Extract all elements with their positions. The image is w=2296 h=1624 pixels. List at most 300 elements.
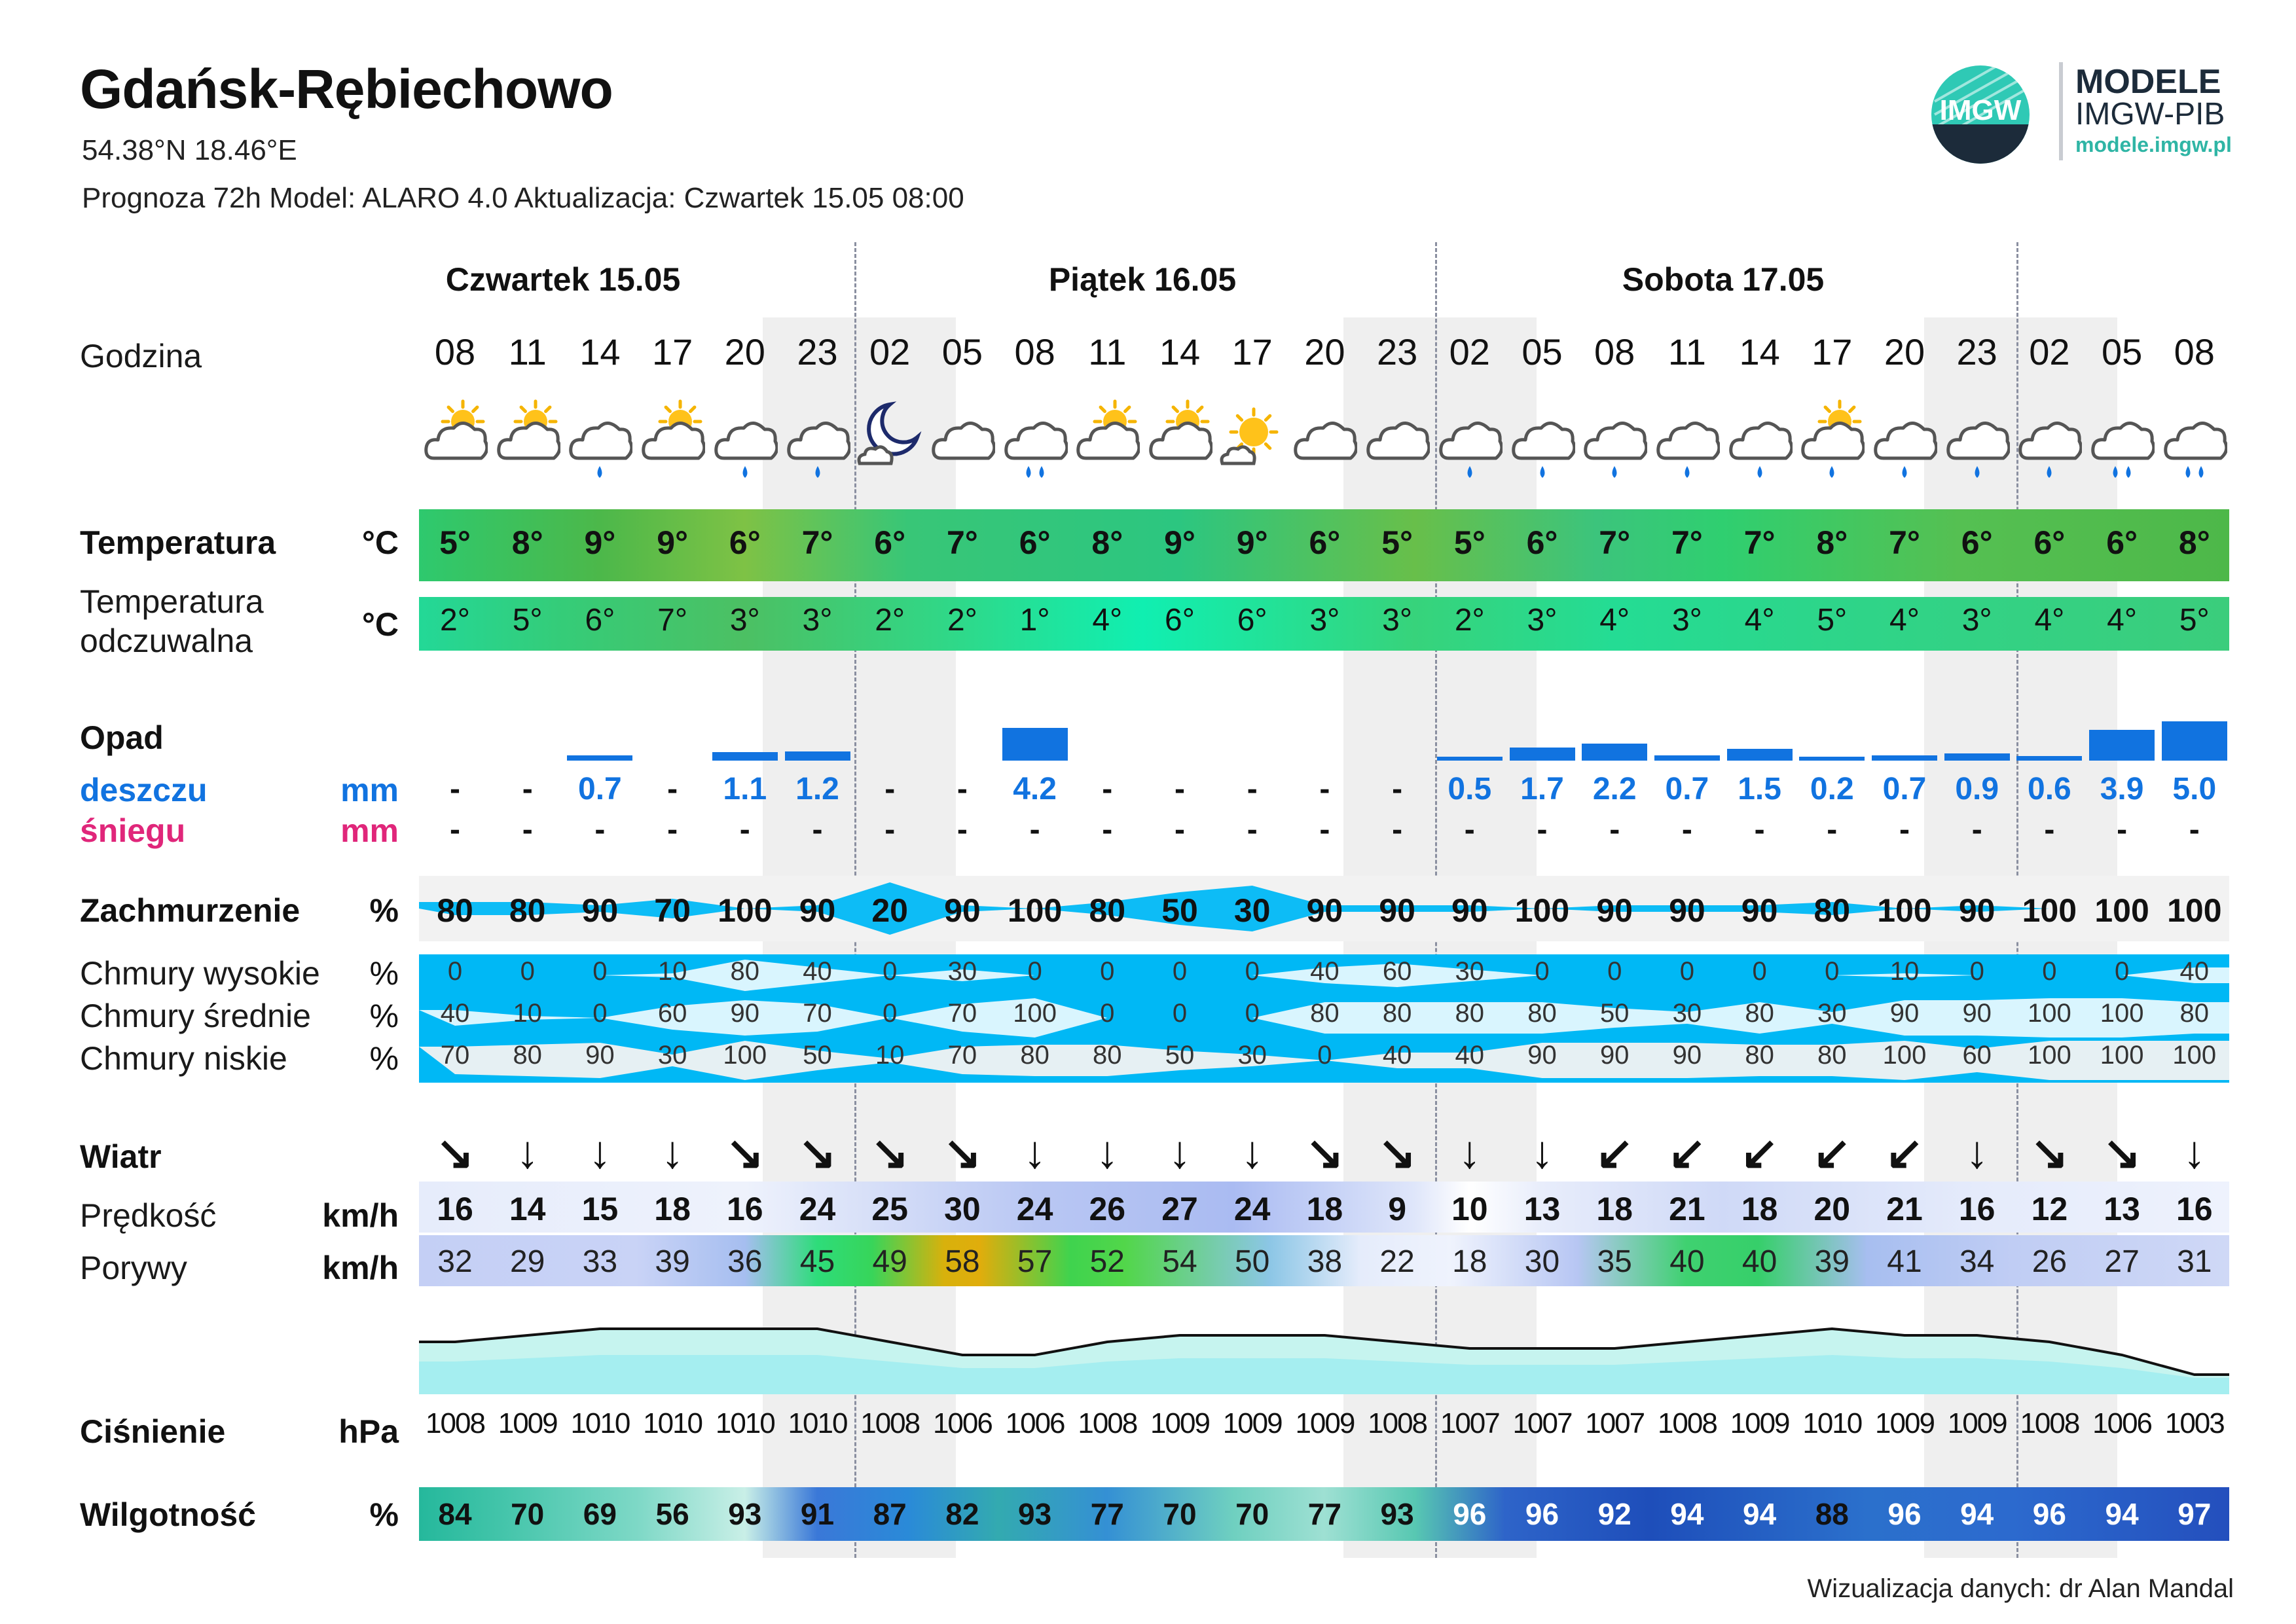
weather-rain-icon: [1654, 398, 1720, 477]
logo-line1: MODELE: [2075, 63, 2221, 101]
cloud-high-value: 30: [947, 957, 977, 986]
cloud-mid-value: 0: [883, 999, 898, 1028]
cloud-low-value: 100: [2100, 1041, 2144, 1070]
cloud-low-value: 100: [2172, 1041, 2217, 1070]
pressure-value: 1009: [1150, 1407, 1209, 1439]
cloud-mid-value: 100: [2028, 999, 2071, 1028]
humidity-value: 87: [873, 1497, 907, 1531]
wind-direction-arrow: ↓: [516, 1127, 539, 1178]
cloud-low-value: 80: [1020, 1041, 1049, 1070]
wind-direction-arrow: ↘: [435, 1127, 475, 1178]
temperature-value: 6°: [2106, 524, 2138, 561]
wind-speed-value: 16: [2176, 1191, 2213, 1227]
temperature-value: 5°: [1453, 524, 1485, 561]
temperature-value: 6°: [2033, 524, 2066, 561]
cloud-high-value: 0: [1172, 957, 1188, 986]
temperature-value: 8°: [1091, 524, 1123, 561]
rain-value: -: [1175, 772, 1185, 806]
temperature-value: 6°: [1961, 524, 1993, 561]
label-temperature: Temperatura: [80, 524, 276, 561]
cloud-high-value: 0: [447, 957, 463, 986]
wind-direction-arrow: ↓: [1458, 1127, 1482, 1178]
cloud-total-value: 30: [1233, 892, 1271, 929]
unit-cloud-low: %: [369, 1040, 399, 1077]
precip-bar: [712, 752, 778, 761]
temperature-value: 6°: [874, 524, 906, 561]
feels-like-value: 7°: [657, 603, 688, 638]
rain-value: 0.7: [1882, 772, 1927, 806]
unit-temperature: °C: [361, 524, 399, 561]
pressure-value: 1010: [1802, 1407, 1862, 1439]
weather-pcrain-icon: [1799, 398, 1865, 477]
logo-url: modele.imgw.pl: [2075, 133, 2232, 156]
hour-label: 05: [1522, 331, 1563, 372]
cloud-low-value: 90: [1527, 1041, 1557, 1070]
rain-value: 2.2: [1592, 772, 1637, 806]
wind-direction-arrow: ↘: [943, 1127, 982, 1178]
feels-like-value: 3°: [1309, 603, 1340, 638]
hour-label: 17: [651, 331, 693, 372]
pressure-value: 1008: [2020, 1407, 2079, 1439]
hour-label: 02: [1449, 331, 1490, 372]
humidity-value: 94: [2105, 1497, 2139, 1531]
cloud-low-value: 100: [2028, 1041, 2071, 1070]
label-wind: Wiatr: [80, 1138, 162, 1175]
hour-label: 20: [724, 331, 765, 372]
gust-value: 26: [2032, 1244, 2068, 1279]
pressure-value: 1006: [932, 1407, 992, 1439]
snow-value: -: [1899, 812, 1910, 847]
unit-cloud-high: %: [369, 955, 399, 992]
feels-like-value: 2°: [947, 603, 977, 638]
cloud-low-value: 100: [723, 1041, 767, 1070]
wind-speed-value: 24: [1233, 1191, 1271, 1227]
snow-value: -: [957, 812, 968, 847]
cloud-high-value: 0: [1969, 957, 1984, 986]
cloud-low-value: 30: [1237, 1041, 1267, 1070]
gust-value: 32: [437, 1244, 473, 1279]
coordinates: 54.38°N 18.46°E: [82, 134, 297, 166]
snow-value: -: [2044, 812, 2055, 847]
cloud-high-value: 0: [1607, 957, 1622, 986]
temperature-value: 6°: [1526, 524, 1558, 561]
wind-direction-arrow: ↓: [2183, 1127, 2206, 1178]
humidity-value: 77: [1090, 1497, 1124, 1531]
cloud-total-value: 100: [2022, 892, 2077, 929]
hour-label: 05: [941, 331, 983, 372]
weather-rain2-icon: [2089, 398, 2155, 477]
snow-value: -: [739, 812, 750, 847]
humidity-value: 70: [1235, 1497, 1269, 1531]
temperature-value: 7°: [1599, 524, 1631, 561]
label-hour: Godzina: [80, 338, 202, 374]
feels-like-value: 5°: [2179, 603, 2210, 638]
hour-label: 08: [2174, 331, 2215, 372]
pressure-value: 1010: [643, 1407, 702, 1439]
gust-value: 50: [1234, 1244, 1270, 1279]
cloud-low-value: 40: [1455, 1041, 1485, 1070]
weather-rain-icon: [712, 398, 778, 477]
wind-speed-value: 18: [1306, 1191, 1343, 1227]
hour-label: 11: [1088, 331, 1127, 372]
gust-value: 18: [1452, 1244, 1487, 1279]
gust-value: 52: [1089, 1244, 1125, 1279]
cloud-high-value: 30: [1455, 957, 1485, 986]
humidity-value: 96: [1453, 1497, 1487, 1531]
wind-direction-arrow: ↓: [1168, 1127, 1192, 1178]
cloud-total-value: 80: [509, 892, 546, 929]
temperature-value: 9°: [584, 524, 616, 561]
precip-bar: [2162, 721, 2227, 761]
feels-like-value: 6°: [1165, 603, 1195, 638]
weather-pc-icon: [1074, 398, 1140, 477]
cloud-mid-value: 0: [1172, 999, 1188, 1028]
cloud-high-value: 0: [1027, 957, 1042, 986]
precip-bar: [1727, 749, 1793, 761]
feels-like-value: 4°: [1889, 603, 1920, 638]
rain-value: 1.5: [1738, 772, 1781, 806]
gust-value: 58: [945, 1244, 980, 1279]
temperature-value: 7°: [1743, 524, 1776, 561]
feels-like-value: 3°: [1382, 603, 1413, 638]
label-rain: deszczu: [80, 772, 208, 808]
cloud-mid-value: 10: [513, 999, 542, 1028]
snow-value: -: [1029, 812, 1040, 847]
hour-label: 02: [869, 331, 911, 372]
rain-value: -: [1247, 772, 1258, 806]
cloud-high-value: 0: [520, 957, 535, 986]
cloud-mid-value: 90: [1962, 999, 1992, 1028]
rain-value: -: [1392, 772, 1403, 806]
rain-value: 0.5: [1448, 772, 1492, 806]
hour-label: 14: [1739, 331, 1780, 372]
weather-cloud-icon: [930, 398, 995, 477]
label-snow: śniegu: [80, 812, 186, 849]
cloud-mid-value: 80: [1745, 999, 1774, 1028]
weather-cloud-icon: [1292, 398, 1357, 477]
pressure-value: 1008: [1368, 1407, 1427, 1439]
rain-value: 0.9: [1955, 772, 1999, 806]
snow-value: -: [1971, 812, 1982, 847]
humidity-value: 93: [1018, 1497, 1052, 1531]
feels-like-value: 6°: [1237, 603, 1267, 638]
wind-speed-value: 18: [1741, 1191, 1778, 1227]
feels-like-value: 3°: [1961, 603, 1992, 638]
humidity-value: 94: [1670, 1497, 1704, 1531]
wind-direction-arrow: ↘: [2030, 1127, 2069, 1178]
wind-speed-value: 30: [944, 1191, 981, 1227]
wind-speed-value: 14: [509, 1191, 546, 1227]
weather-rain2-icon: [2162, 398, 2227, 477]
rain-value: 4.2: [1013, 772, 1057, 806]
gust-value: 36: [727, 1244, 763, 1279]
cloud-high-value: 0: [1679, 957, 1695, 986]
wind-speed-value: 13: [2104, 1191, 2140, 1227]
gust-value: 33: [582, 1244, 618, 1279]
rain-value: 0.7: [578, 772, 622, 806]
snow-value: -: [522, 812, 533, 847]
humidity-value: 91: [800, 1497, 835, 1531]
temperature-value: 8°: [1816, 524, 1848, 561]
cloud-total-value: 20: [871, 892, 908, 929]
pressure-value: 1007: [1512, 1407, 1572, 1439]
precip-bar: [1654, 755, 1720, 761]
cloud-low-value: 50: [1165, 1041, 1195, 1070]
cloud-total-value: 80: [1813, 892, 1851, 929]
gust-value: 38: [1307, 1244, 1343, 1279]
wind-direction-arrow: ↙: [1740, 1127, 1779, 1178]
pressure-value: 1009: [1947, 1407, 2007, 1439]
precip-bar: [2016, 756, 2082, 761]
gust-value: 39: [655, 1244, 690, 1279]
cloud-high-value: 40: [2179, 957, 2210, 986]
cloud-mid-value: 80: [2179, 999, 2210, 1028]
gust-value: 45: [799, 1244, 835, 1279]
label-feels-2: odczuwalna: [80, 623, 253, 659]
label-gusts: Porywy: [80, 1250, 187, 1286]
gust-value: 31: [2177, 1244, 2212, 1279]
wind-direction-arrow: ↘: [870, 1127, 909, 1178]
hour-label: 17: [1812, 331, 1853, 372]
unit-gusts: km/h: [322, 1250, 399, 1286]
temperature-value: 7°: [1889, 524, 1920, 561]
day-header-2: Piątek 16.05: [1048, 261, 1237, 298]
unit-snow: mm: [340, 812, 399, 849]
cloud-mid-value: 80: [1382, 999, 1412, 1028]
rain-value: -: [522, 772, 533, 806]
wind-direction-arrow: ↙: [1667, 1127, 1707, 1178]
precip-bar: [785, 751, 850, 761]
pressure-value: 1009: [1222, 1407, 1282, 1439]
wind-speed-value: 16: [726, 1191, 763, 1227]
wind-speed-value: 26: [1089, 1191, 1126, 1227]
wind-direction-arrow: ↓: [1023, 1127, 1047, 1178]
cloud-mid-value: 80: [1310, 999, 1339, 1028]
hour-label: 23: [797, 331, 838, 372]
wind-direction-arrow: ↓: [588, 1127, 611, 1178]
humidity-value: 77: [1307, 1497, 1341, 1531]
humidity-value: 96: [1525, 1497, 1559, 1531]
weather-pc-icon: [640, 398, 705, 477]
hour-label: 14: [579, 331, 621, 372]
cloud-mid-value: 40: [440, 999, 470, 1028]
cloud-total-value: 80: [437, 892, 473, 929]
snow-value: -: [1681, 812, 1692, 847]
cloud-total-value: 100: [718, 892, 773, 929]
cloud-total-value: 90: [1669, 892, 1705, 929]
temperature-value: 9°: [1236, 524, 1268, 561]
snow-value: -: [1102, 812, 1113, 847]
hour-label: 11: [508, 331, 547, 372]
feels-like-value: 5°: [1817, 603, 1848, 638]
cloud-total-value: 90: [1451, 892, 1488, 929]
unit-cloud: %: [369, 892, 399, 929]
snow-value: -: [1392, 812, 1403, 847]
humidity-value: 69: [583, 1497, 617, 1531]
label-pressure: Ciśnienie: [80, 1413, 226, 1450]
weather-rain-icon: [567, 398, 632, 477]
hour-label: 08: [1014, 331, 1055, 372]
gust-value: 39: [1814, 1244, 1850, 1279]
wind-speed-value: 18: [654, 1191, 691, 1227]
cloud-low-value: 100: [1882, 1041, 1927, 1070]
unit-feels: °C: [361, 606, 399, 643]
precip-bar: [1582, 744, 1647, 761]
label-cloud-mid: Chmury średnie: [80, 998, 311, 1034]
temperature-value: 5°: [439, 524, 471, 561]
humidity-value: 92: [1597, 1497, 1631, 1531]
pressure-value: 1010: [570, 1407, 630, 1439]
wind-direction-arrow: ↘: [798, 1127, 837, 1178]
cloud-mid-value: 70: [947, 999, 977, 1028]
cloud-mid-value: 0: [592, 999, 608, 1028]
wind-direction-arrow: ↘: [2102, 1127, 2141, 1178]
snow-value: -: [1754, 812, 1765, 847]
rain-value: 3.9: [2100, 772, 2144, 806]
wind-direction-arrow: ↙: [1885, 1127, 1924, 1178]
wind-speed-value: 12: [2031, 1191, 2068, 1227]
label-cloud: Zachmurzenie: [80, 892, 301, 929]
forecast-info: Prognoza 72h Model: ALARO 4.0 Aktualizacja: Czwartek 15.05 08:00: [82, 182, 964, 214]
hour-label: 20: [1304, 331, 1345, 372]
cloud-mid-value: 60: [657, 999, 687, 1028]
cloud-total-value: 100: [2094, 892, 2149, 929]
weather-moon-icon: [857, 398, 922, 477]
pressure-value: 1007: [1585, 1407, 1645, 1439]
cloud-total-value: 100: [2167, 892, 2222, 929]
weather-pc-icon: [422, 398, 488, 477]
cloud-high-value: 10: [657, 957, 687, 986]
cloud-low-value: 90: [1599, 1041, 1630, 1070]
snow-value: -: [1464, 812, 1475, 847]
unit-pressure: hPa: [338, 1413, 399, 1450]
weather-cloud-icon: [1364, 398, 1430, 477]
wind-direction-arrow: ↙: [1595, 1127, 1634, 1178]
weather-pc-icon: [495, 398, 560, 477]
footer-credit: Wizualizacja danych: dr Alan Mandal: [1807, 1574, 2234, 1603]
cloud-mid-value: 90: [730, 999, 760, 1028]
feels-like-value: 2°: [440, 603, 470, 638]
wind-direction-arrow: ↓: [661, 1127, 684, 1178]
unit-rain: mm: [340, 772, 399, 808]
temperature-value: 7°: [801, 524, 833, 561]
pressure-value: 1008: [1078, 1407, 1137, 1439]
cloud-high-value: 0: [1825, 957, 1840, 986]
gust-value: 40: [1669, 1244, 1705, 1279]
wind-speed-value: 27: [1161, 1191, 1198, 1227]
rain-value: 1.1: [723, 772, 767, 806]
gust-value: 29: [509, 1244, 545, 1279]
label-humidity: Wilgotność: [80, 1496, 256, 1533]
unit-cloud-mid: %: [369, 998, 399, 1034]
temperature-value: 6°: [1309, 524, 1341, 561]
cloud-low-value: 80: [1093, 1041, 1122, 1070]
hour-label: 23: [1376, 331, 1418, 372]
pressure-value: 1008: [426, 1407, 484, 1439]
cloud-low-value: 0: [1317, 1041, 1332, 1070]
hour-label: 11: [1667, 331, 1706, 372]
hour-label: 23: [1956, 331, 1997, 372]
feels-like-value: 6°: [585, 603, 615, 638]
humidity-value: 93: [1380, 1497, 1414, 1531]
cloud-low-value: 10: [875, 1041, 905, 1070]
hour-label: 08: [434, 331, 476, 372]
location-title: Gdańsk-Rębiechowo: [80, 58, 613, 120]
cloud-low-value: 40: [1382, 1041, 1412, 1070]
pressure-value: 1008: [1657, 1407, 1717, 1439]
gust-value: 57: [1017, 1244, 1053, 1279]
gust-value: 27: [2104, 1244, 2140, 1279]
cloud-total-value: 90: [1379, 892, 1415, 929]
cloud-mid-value: 80: [1455, 999, 1485, 1028]
snow-value: -: [667, 812, 678, 847]
precip-bar: [1510, 748, 1575, 761]
cloud-total-value: 90: [1596, 892, 1633, 929]
feels-like-value: 3°: [1671, 603, 1702, 638]
wind-speed-value: 24: [1016, 1191, 1053, 1227]
snow-value: -: [1319, 812, 1330, 847]
feels-like-value: 5°: [512, 603, 543, 638]
wind-speed-value: 21: [1669, 1191, 1705, 1227]
cloud-high-value: 0: [2114, 957, 2130, 986]
humidity-value: 56: [655, 1497, 689, 1531]
temperature-value: 7°: [946, 524, 978, 561]
precip-bar: [1944, 753, 2010, 761]
snow-value: -: [1537, 812, 1548, 847]
pressure-value: 1006: [2092, 1407, 2152, 1439]
humidity-value: 97: [2178, 1497, 2212, 1531]
wind-direction-arrow: ↘: [1305, 1127, 1344, 1178]
label-precip: Opad: [80, 719, 164, 756]
pressure-value: 1007: [1440, 1407, 1499, 1439]
humidity-value: 70: [1163, 1497, 1197, 1531]
snow-value: -: [884, 812, 896, 847]
cloud-total-value: 100: [1514, 892, 1570, 929]
imgw-logo[interactable]: [1928, 62, 2242, 160]
wind-speed-value: 16: [437, 1191, 473, 1227]
rain-value: 1.7: [1520, 772, 1564, 806]
rain-value: -: [884, 772, 896, 806]
cloud-total-value: 90: [944, 892, 981, 929]
cloud-mid-value: 0: [1100, 999, 1115, 1028]
snow-value: -: [1175, 812, 1185, 847]
cloud-high-value: 0: [1752, 957, 1767, 986]
label-cloud-low: Chmury niskie: [80, 1040, 287, 1077]
weather-sun-icon: [1220, 398, 1285, 477]
feels-like-value: 2°: [875, 603, 905, 638]
temperature-value: 6°: [1019, 524, 1051, 561]
pressure-value: 1009: [1875, 1407, 1934, 1439]
cloud-high-value: 40: [803, 957, 832, 986]
precip-bar: [567, 755, 632, 761]
wind-speed-value: 16: [1958, 1191, 1995, 1227]
cloud-mid-value: 30: [1817, 999, 1847, 1028]
snow-value: -: [594, 812, 606, 847]
temperature-value: 5°: [1381, 524, 1413, 561]
snow-value: -: [1827, 812, 1838, 847]
precip-bar: [1799, 757, 1865, 761]
precip-bar: [2089, 730, 2155, 761]
wind-speed-value: 20: [1813, 1191, 1851, 1227]
humidity-value: 88: [1815, 1497, 1849, 1531]
cloud-low-value: 90: [585, 1041, 615, 1070]
pressure-value: 1009: [498, 1407, 557, 1439]
weather-rain-icon: [1872, 398, 1937, 477]
cloud-high-value: 0: [592, 957, 608, 986]
weather-rain-icon: [1944, 398, 2010, 477]
humidity-value: 96: [2032, 1497, 2066, 1531]
gust-value: 41: [1887, 1244, 1922, 1279]
